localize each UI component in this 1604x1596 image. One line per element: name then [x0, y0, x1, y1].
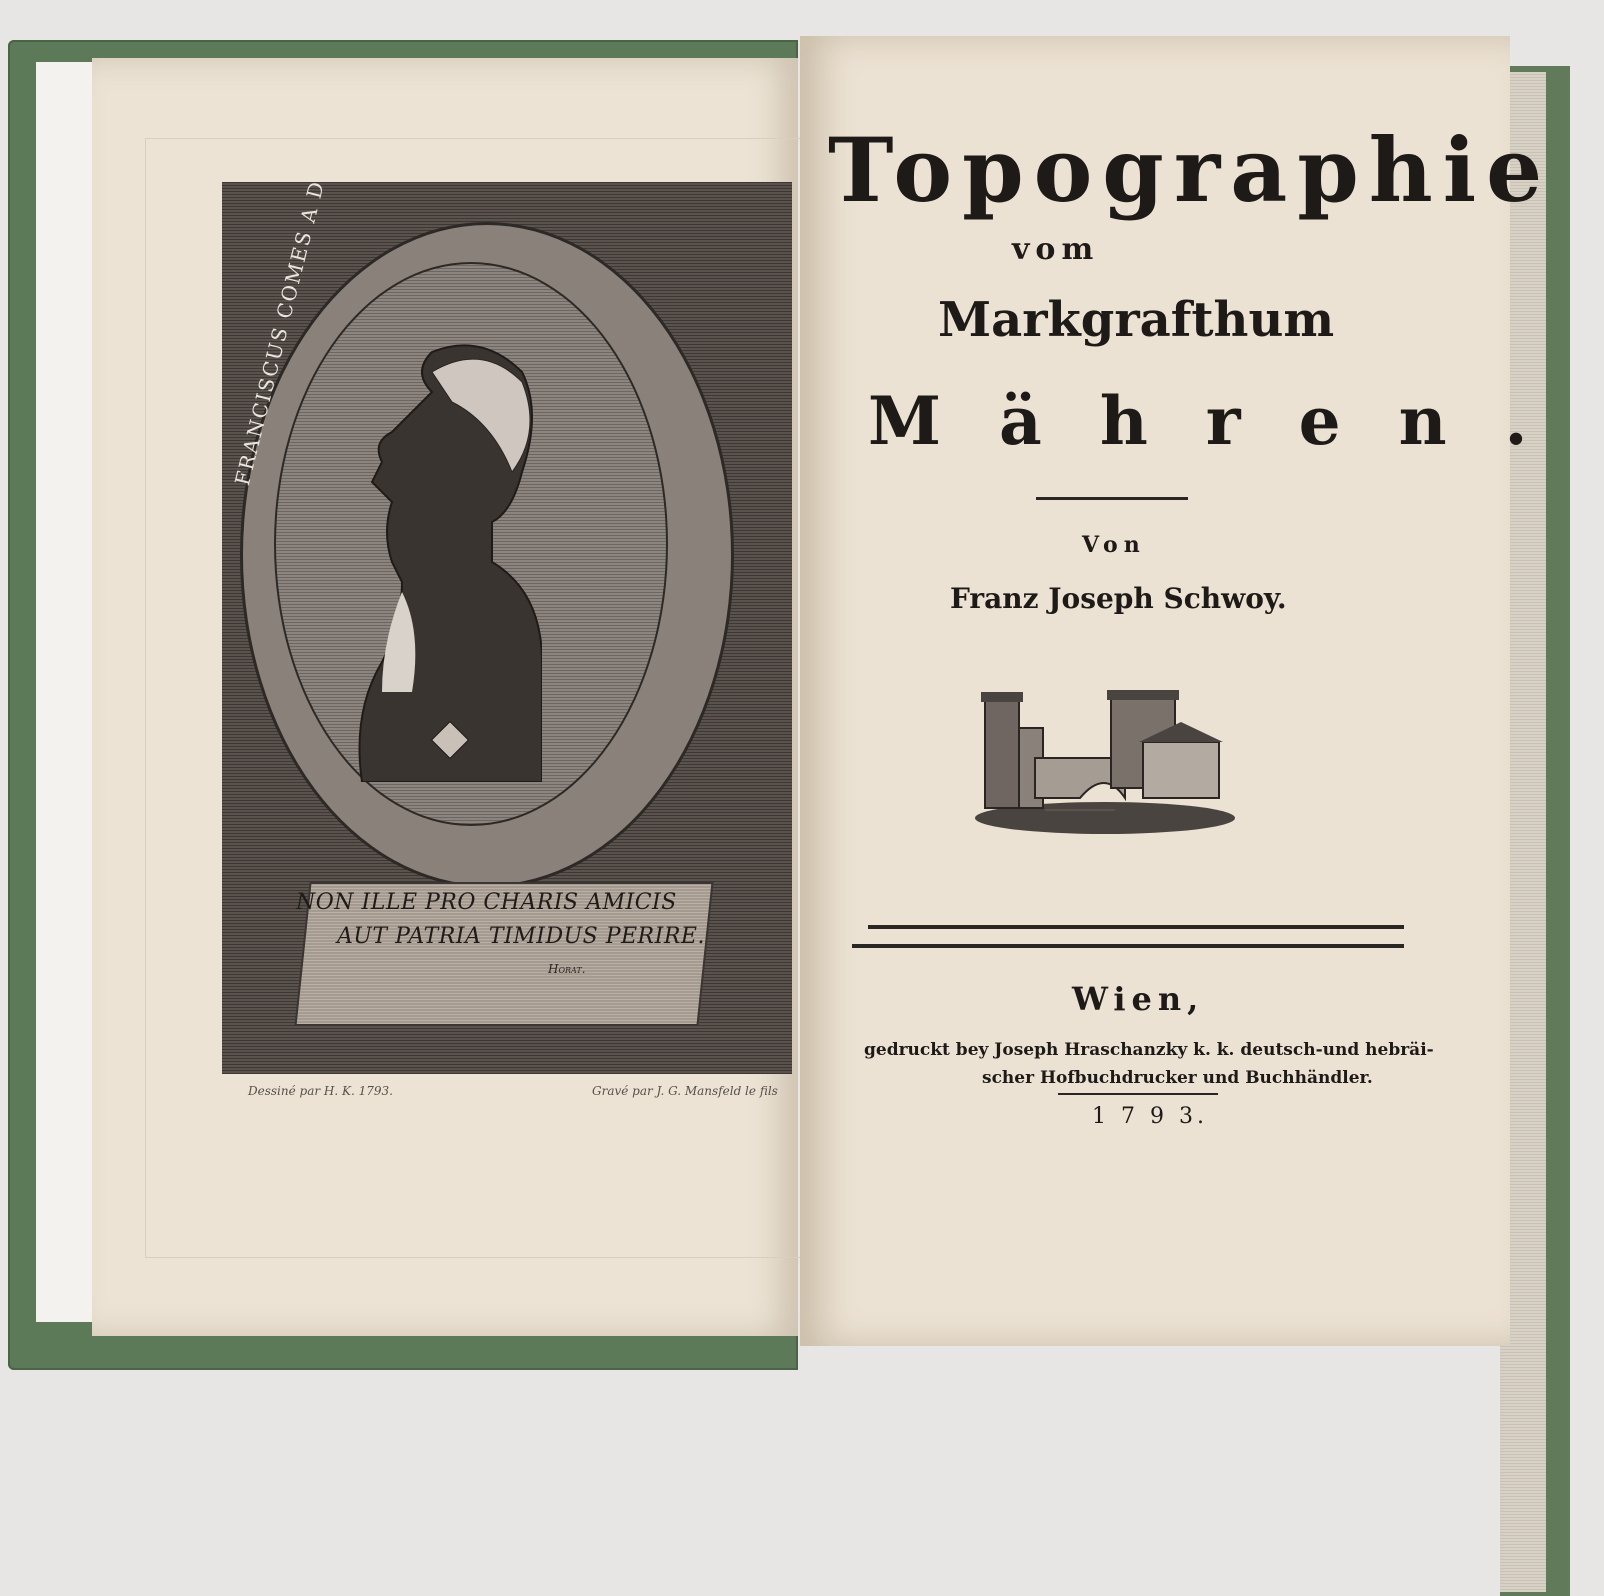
title-line-1: Topographie: [828, 118, 1553, 222]
imprint-line-2: scher Hofbuchdrucker und Buchhändler.: [982, 1068, 1373, 1088]
inscription-text: FRANCISCUS COMES A: [230, 203, 323, 488]
motto-line-1: NON ILLE PRO CHARIS AMICIS: [296, 890, 677, 915]
portrait-bust: [342, 332, 542, 782]
imprint-place: Wien,: [1072, 980, 1205, 1018]
title-line-2: vom: [1012, 232, 1100, 267]
motto-line-2: AUT PATRIA TIMIDUS PERIRE.: [337, 924, 705, 949]
imprint-rule-top: [868, 925, 1404, 929]
title-line-4: Mähren.: [868, 382, 1586, 460]
title-rule: [1036, 497, 1188, 500]
imprint-rule-bottom: [852, 944, 1404, 948]
imprint-rule-small: [1058, 1093, 1218, 1095]
credit-engraved: Gravé par J. G. Mansfeld le fils: [592, 1084, 778, 1098]
motto-source: Horat.: [548, 962, 586, 976]
portrait-engraving: [222, 182, 792, 1074]
castle-vignette: [975, 678, 1235, 836]
imprint-line-1: gedruckt bey Joseph Hraschanzky k. k. deutsch-und hebräi-: [864, 1040, 1434, 1060]
author-by: Von: [1082, 532, 1146, 558]
title-line-3: Markgrafthum: [938, 292, 1335, 348]
credit-drawn: Dessiné par H. K. 1793.: [248, 1084, 393, 1098]
imprint-year: 1 7 9 3.: [1092, 1104, 1208, 1129]
author-name: Franz Joseph Schwoy.: [950, 582, 1287, 615]
